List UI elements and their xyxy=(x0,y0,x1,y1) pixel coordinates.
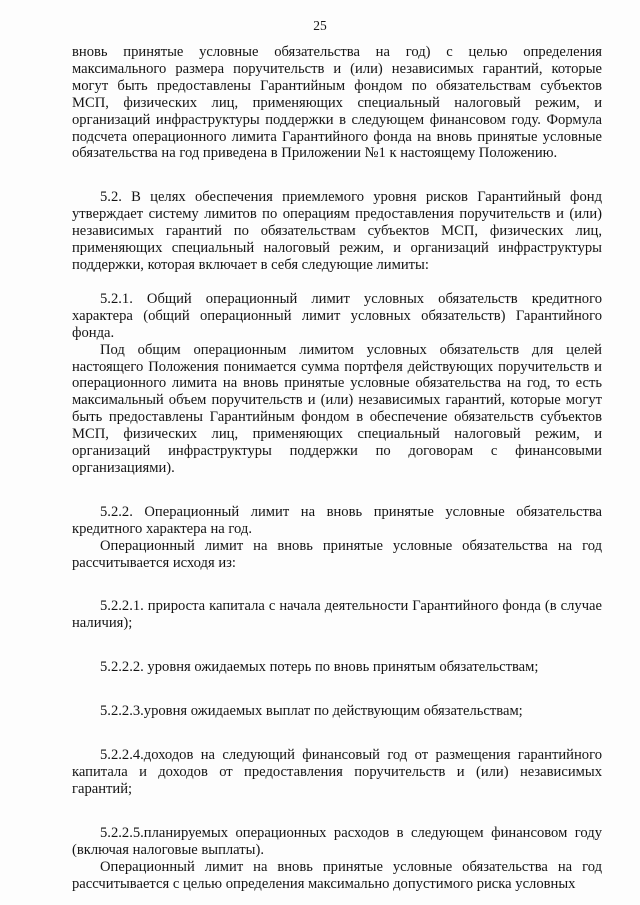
paragraph-5-2-2-5: 5.2.2.5.планируемых операционных расходов в следующем финансовом году (включая налоговые выплаты). xyxy=(72,824,602,858)
paragraph-5-2-2-4: 5.2.2.4.доходов на следующий финансовый год от размещения гарантийного капитала и доходов от предоставления поручительств и (или) независимых гарантий; xyxy=(72,747,602,797)
paragraph-continuation: вновь принятые условные обязательства на год) с целью определения максимального размера поручительств и (или) независимых гарантий, которые могут быть предоставлены Гарантийным фондом по обязательствам субъектов МСП, физических лиц, применяющих специальный налоговый режим, и организаций инфраструктуры поддержки в следующем финансовом году. Формула подсчета операционного лимита Гарантийного фонда на вновь принятые условные обязательства на год приведена в Приложении №1 к настоящему Положению. xyxy=(72,44,602,162)
paragraph-5-2-1: 5.2.1. Общий операционный лимит условных обязательств кредитного характера (общий операционный лимит условных обязательств) Гарантийного фонда. xyxy=(72,290,602,341)
paragraph-5-2: 5.2. В целях обеспечения приемлемого уровня рисков Гарантийный фонд утверждает систему лимитов по операциям предоставления поручительств и (или) независимых гарантий по обязательствам субъектов МСП, физических лиц, применяющих специальный налоговый режим, и организаций инфраструктуры поддержки, которая включает в себя следующие лимиты: xyxy=(72,189,602,273)
page-number: 25 xyxy=(313,18,327,33)
paragraph-limit-purpose: Операционный лимит на вновь принятые условные обязательства на год рассчитывается с целью определения максимально допустимого риска условных xyxy=(72,858,602,892)
paragraph-limit-basis: Операционный лимит на вновь принятые условные обязательства на год рассчитывается исходя из: xyxy=(72,537,602,571)
paragraph-5-2-2-2: 5.2.2.2. уровня ожидаемых потерь по вновь принятым обязательствам; xyxy=(100,659,539,676)
paragraph-5-2-2-3: 5.2.2.3.уровня ожидаемых выплат по действующим обязательствам; xyxy=(100,703,523,720)
document-body xyxy=(72,44,602,892)
paragraph-5-2-2-1: 5.2.2.1. прироста капитала с начала деятельности Гарантийного фонда (в случае наличия); xyxy=(72,598,602,632)
paragraph-5-2-2: 5.2.2. Операционный лимит на вновь принятые условные обязательства кредитного характера на год. xyxy=(72,503,602,537)
paragraph-general-limit-definition: Под общим операционным лимитом условных обязательств для целей настоящего Положения понимается сумма портфеля действующих поручительств и операционного лимита на вновь принятые условные обязательства на год, то есть максимальный объем поручительств и (или) независимых гарантий, которые могут быть предоставлены Гарантийным фондом в обеспечение обязательств субъектов МСП, физических лиц, применяющих специальный налоговый режим, и организаций инфраструктуры поддержки по договорам с финансовыми организациями). xyxy=(72,341,602,476)
